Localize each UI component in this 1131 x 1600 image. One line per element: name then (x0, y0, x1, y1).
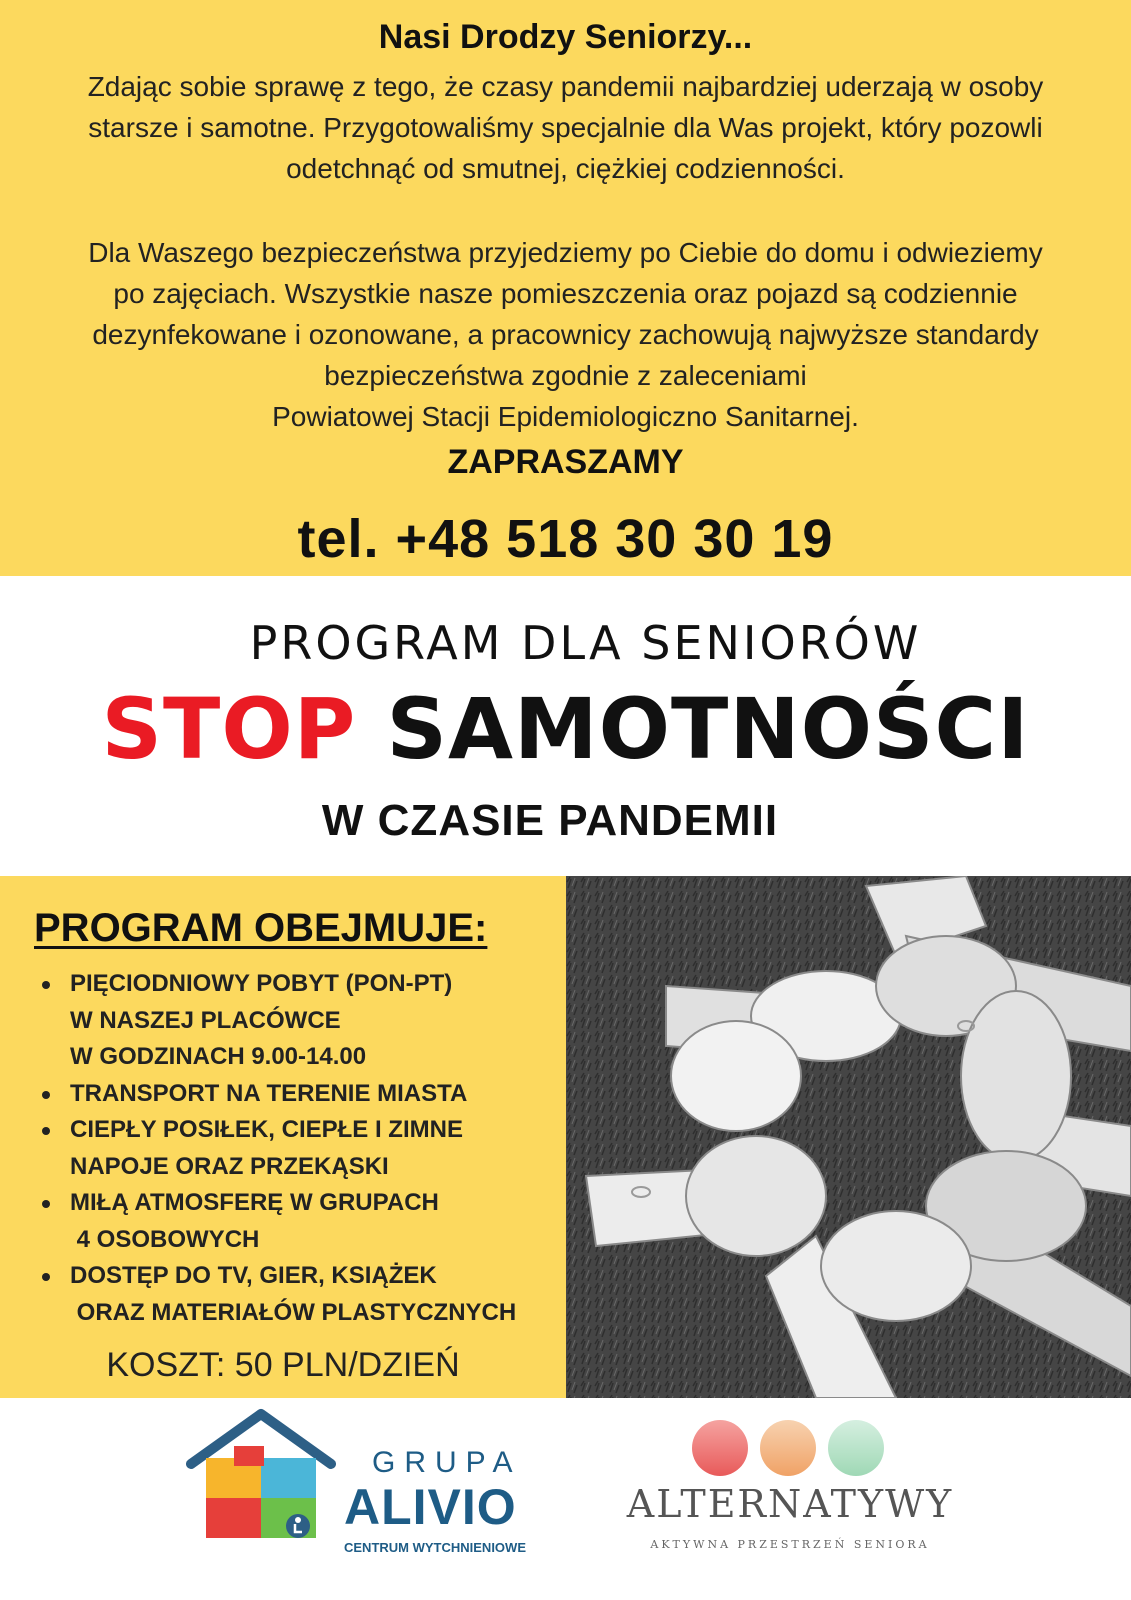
list-item-line: 4 OSOBOWYCH (70, 1225, 260, 1253)
program-heading: PROGRAM OBEJMUJE: (34, 906, 488, 950)
greeting-heading: Nasi Drodzy Seniorzy... (378, 18, 753, 56)
title-section (0, 576, 1131, 876)
program-section (0, 876, 566, 1398)
list-item (36, 1185, 516, 1258)
alternatywy-subtitle-text: AKTYWNA PRZESTRZEŃ SENIORA (650, 1538, 930, 1551)
list-item-line: CIEPŁY POSIŁEK, CIEPŁE I ZIMNE (70, 1116, 463, 1143)
stop-word: STOP (101, 680, 357, 778)
list-item-line: W NASZEJ PLACÓWCE (70, 1006, 341, 1034)
list-item-line: PIĘCIODNIOWY POBYT (PON-PT) (70, 970, 453, 997)
main-title (0, 680, 1131, 778)
text-line: dezynfekowane i ozonowane, a pracownicy zachowują najwyższe standardy (92, 319, 1039, 350)
bullet-icon (42, 1091, 50, 1099)
intro-paragraph (10, 66, 1121, 189)
list-item-line: MIŁĄ ATMOSFERĘ W GRUPACH (70, 1189, 439, 1216)
list-item-line: NAPOJE ORAZ PRZEKĄSKI (70, 1152, 389, 1180)
samotnosci-word: SAMOTNOŚCI (386, 680, 1030, 778)
list-item (36, 1076, 516, 1113)
bullet-icon (42, 1273, 50, 1281)
logos-section (0, 1398, 1131, 1600)
alivio-subtitle-text: CENTRUM WYTCHNIENIOWE (344, 1540, 526, 1555)
list-item (36, 966, 516, 1076)
alternatywy-name-text: ALTERNATYWY (626, 1482, 954, 1526)
list-item (36, 1112, 516, 1185)
invite-text: ZAPRASZAMY (447, 443, 684, 481)
linked-hands-image (566, 876, 1131, 1398)
list-item-line: DOSTĘP DO TV, GIER, KSIĄŻEK (70, 1262, 437, 1289)
alivio-house-logo-icon (186, 1406, 336, 1546)
text-line: starsze i samotne. Przygotowaliśmy specjalnie dla Was projekt, który pozowli (88, 112, 1043, 143)
cost-text: KOSZT: 50 PLN/DZIEŃ (106, 1346, 460, 1384)
bullet-icon (42, 981, 50, 989)
intro-section (0, 0, 1131, 576)
text-line: Dla Waszego bezpieczeństwa przyjedziemy po Ciebie do domu i odwieziemy (88, 237, 1043, 268)
bullet-icon (42, 1200, 50, 1208)
list-item (36, 1258, 516, 1331)
text-line: bezpieczeństwa zgodnie z zaleceniami (324, 360, 807, 391)
text-line: odetchnąć od smutnej, ciężkiej codzienności. (286, 153, 845, 184)
list-item-line: ORAZ MATERIAŁÓW PLASTYCZNYCH (70, 1298, 517, 1326)
text-line: po zajęciach. Wszystkie nasze pomieszczenia oraz pojazd są codziennie (113, 278, 1018, 309)
bullet-icon (42, 1127, 50, 1135)
program-list (36, 966, 516, 1331)
program-title: PROGRAM DLA SENIORÓW (249, 616, 922, 670)
text-line: Powiatowej Stacji Epidemiologiczno Sanitarnej. (272, 401, 859, 432)
alivio-name-text: ALIVIO (344, 1479, 517, 1535)
list-item-line: W GODZINACH 9.00-14.00 (70, 1043, 367, 1070)
hands-photo (566, 876, 1131, 1398)
text-line: Zdając sobie sprawę z tego, że czasy pandemii najbardziej uderzają w osoby (87, 71, 1044, 102)
list-item-line: TRANSPORT NA TERENIE MIASTA (70, 1079, 468, 1107)
pandemic-subtitle: W CZASIE PANDEMII (321, 796, 779, 845)
safety-paragraph (10, 232, 1121, 437)
alivio-grupa-text: GRUPA (372, 1446, 522, 1479)
alternatywy-dots-logo-icon (690, 1418, 890, 1478)
phone-number: tel. +48 518 30 30 19 (297, 509, 834, 569)
